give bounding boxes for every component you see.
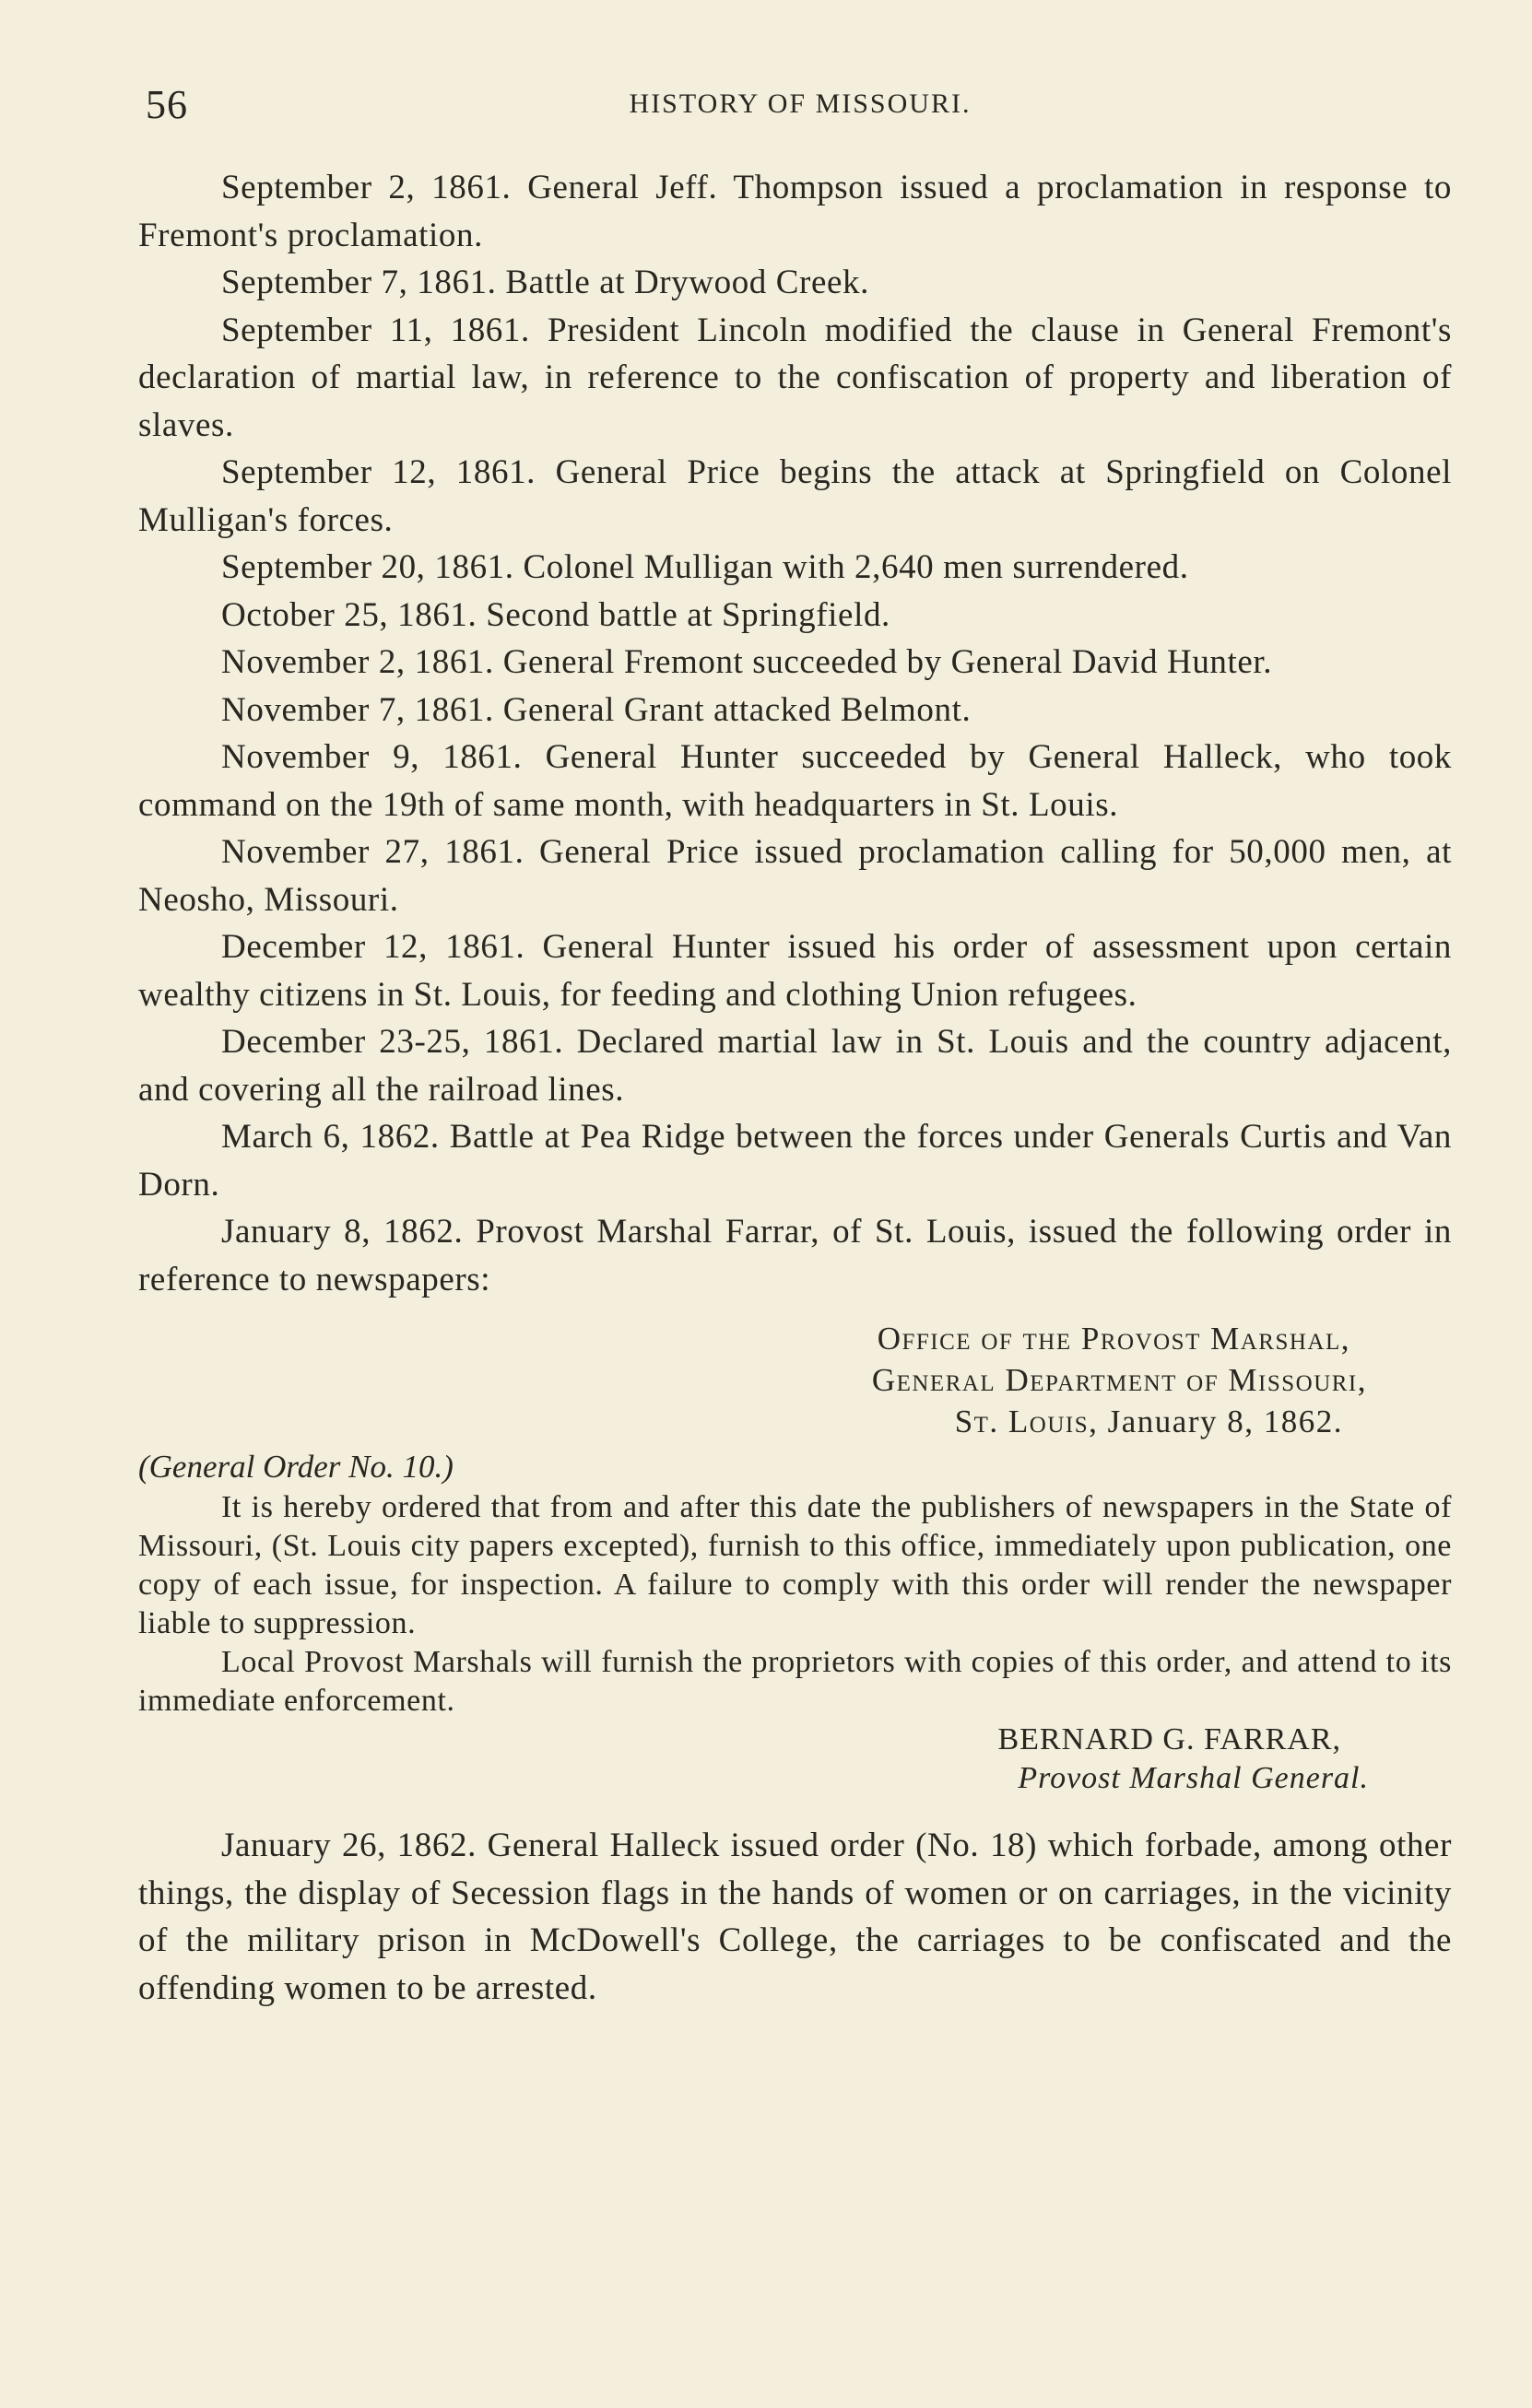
page-body [138,164,1452,2012]
order-heading [138,1318,1367,1442]
running-title: HISTORY OF MISSOURI. [629,88,972,119]
order-paragraph: Local Provost Marshals will furnish the proprietors with copies of this order, and attend to its immediate enforcement. [138,1645,1452,1718]
chronology-entry: September 20, 1861. Colonel Mulligan with 2,640 men surrendered. [221,548,1189,586]
chronology-entry: January 26, 1862. General Halleck issued order (No. 18) which forbade, among other things, the display of Secession flags in the hands of women or on carriages, in the vicinity of the military prison in McDowell's College, the carriages to be confiscated and the offending women to be arrested. [138,1827,1452,2007]
signature-name: BERNARD G. FARRAR, [997,1722,1341,1756]
order-paragraph: It is hereby ordered that from and after this date the publishers of newspapers in the State of Missouri, (St. Louis city papers excepted), furnish to this office, immediately upon publication, one copy of each issue, for inspection. A failure to comply with this order will render the newspaper liable to suppression. [138,1490,1452,1640]
order-date-line [138,1401,1343,1442]
chronology-entry: September 11, 1861. President Lincoln modified the clause in General Fremont's declaration of martial law, in reference to the confiscation of property and liberation of slaves. [138,311,1452,444]
chronology-entry: November 9, 1861. General Hunter succeeded by General Halleck, who took command on the 19th of same month, with headquarters in St. Louis. [138,738,1452,824]
chronology-entry: January 8, 1862. Provost Marshal Farrar, of St. Louis, issued the following order in reference to newspapers: [138,1213,1452,1298]
order-city: St. Louis, [954,1404,1099,1439]
chronology-entry: November 7, 1861. General Grant attacked Belmont. [221,690,972,729]
chronology-entry: March 6, 1862. Battle at Pea Ridge between the forces under Generals Curtis and Van Dorn. [138,1118,1452,1204]
chronology-entry: September 12, 1861. General Price begins the attack at Springfield on Colonel Mulligan's forces. [138,453,1452,539]
page-header [146,81,1455,136]
order-department-line: General Department of Missouri, [871,1362,1367,1398]
chronology-entry: December 23-25, 1861. Declared martial law in St. Louis and the country adjacent, and covering all the railroad lines. [138,1023,1452,1109]
chronology-entry: November 2, 1861. General Fremont succeeded by General David Hunter. [221,643,1273,681]
chronology-entry: September 2, 1861. General Jeff. Thompson issued a proclamation in response to Fremont's proclamation. [138,169,1452,254]
order-signature [138,1721,1369,1798]
page-number: 56 [146,82,188,127]
order-number: (General Order No. 10.) [138,1449,454,1485]
signature-title: Provost Marshal General. [1018,1761,1369,1795]
chronology-entry: September 7, 1861. Battle at Drywood Creek. [221,264,869,301]
order-office-line: Office of the Provost Marshal, [877,1321,1350,1357]
chronology-entry: December 12, 1861. General Hunter issued his order of assessment upon certain wealthy citizens in St. Louis, for feeding and clothing Union refugees. [138,928,1452,1014]
order-date: January 8, 1862. [1107,1404,1343,1439]
chronology-entry: October 25, 1861. Second battle at Springfield. [221,595,890,634]
chronology-entry: November 27, 1861. General Price issued proclamation calling for 50,000 men, at Neosho, Missouri. [138,833,1452,919]
